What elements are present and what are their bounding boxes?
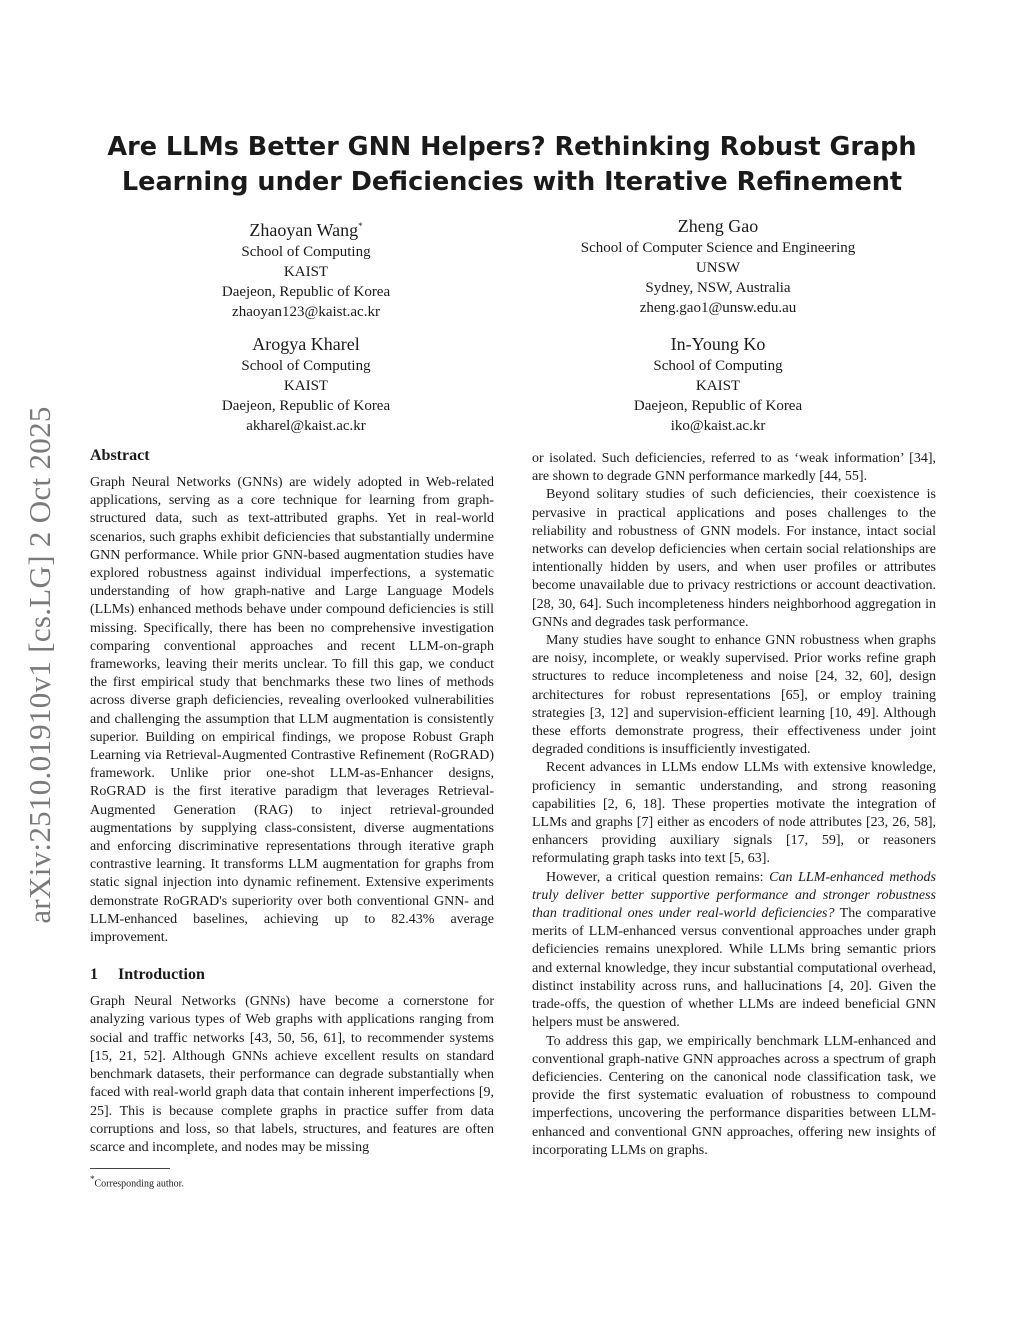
footnote-rule <box>90 1168 170 1169</box>
abstract-heading: Abstract <box>90 447 150 464</box>
section-title: Introduction <box>118 966 205 984</box>
paragraph: To address this gap, we empirically benchmark LLM-enhanced and conventional graph-native GNN approaches across a spectrum of graph deficiencies. Centering on the canonical node classification task, we provide the first systematic evaluation of robustness to compound imperfections, uncovering the performance disparities between LLM-enhanced and conventional GNN approaches, offering new insights of incorporating LLMs on graphs. <box>532 1033 936 1158</box>
section-heading <box>90 965 494 985</box>
author-email: akharel@kaist.ac.kr <box>246 418 366 434</box>
paragraph: Many studies have sought to enhance GNN robustness when graphs are noisy, incomplete, or weakly supervised. Prior works refine graph structures to reduce incompleteness and noise [24, 32, 60], design architectures for robust representations [65], or employ training strategies [3, 12] and supervision-efficient learning [10, 49]. Although these efforts demonstrate progress, their effectiveness under joint degraded conditions is insufficiently investigated. <box>532 633 936 758</box>
author-name: Zhaoyan Wang* <box>249 220 363 240</box>
author-block <box>508 332 928 436</box>
footnote-text: Corresponding author. <box>94 1178 184 1190</box>
abstract-text: Graph Neural Networks (GNNs) are widely adopted in Web-related applications, serving as a core technique for learning from graph-structured data, such as text-attributed graphs. Yet in real-world scenarios, such graphs exhibit deficiencies that substantially undermine GNN performance. While prior GNN-based augmentation studies have explored robustness against individual imperfections, a systematic understanding of how graph-native and Large Language Models (LLMs) enhanced methods behave under compound deficiencies is still missing. Specifically, there has been no comprehensive investigation comparing conventional approaches and recent LLM-on-graph frameworks, leaving their merits unclear. To fill this gap, we conduct the first empirical study that benchmarks these two lines of methods across diverse graph deficiencies, revealing overlooked vulnerabilities and challenging the assumption that LLM augmentation is consistently superior. Building on empirical findings, we propose Robust Graph Learning via Retrieval-Augmented Contrastive Refinement (RoGRAD) framework. Unlike prior one-shot LLM-as-Enhancer designs, RoGRAD is the first iterative paradigm that leverages Retrieval-Augmented Generation (RAG) to inject retrieval-grounded augmentations by supplying class-consistent, diverse augmentations and enforcing discriminative representations through iterative graph contrastive learning. It transforms LLM augmentation for graphs from static signal injection into dynamic refinement. Extensive experiments demonstrate RoGRAD's superiority over both conventional GNN- and LLM-enhanced baselines, achieving up to 82.43% average improvement. <box>90 475 494 946</box>
footnote-mark: * <box>90 1174 95 1184</box>
author-block <box>96 332 516 436</box>
left-column <box>90 446 494 1157</box>
arxiv-identifier: arXiv:2510.01910v1 [cs.LG] 2 Oct 2025 <box>22 406 57 924</box>
author-email: zhaoyan123@kaist.ac.kr <box>232 304 380 320</box>
footnote <box>90 1168 494 1190</box>
author-name: In-Young Ko <box>670 334 766 354</box>
author-name: Arogya Kharel <box>252 334 360 354</box>
paragraph: Recent advances in LLMs endow LLMs with extensive knowledge, proficiency in semantic understanding, and strong reasoning capabilities [2, 6, 18]. These properties motivate the integration of LLMs and graphs [7] either as encoders of node attributes [23, 26, 58], enhancers providing auxiliary signals [17, 59], or reasoners reformulating graph tasks into text [5, 63]. <box>532 760 936 867</box>
author-affiliation: School of Computing <box>653 358 783 374</box>
author-location: Daejeon, Republic of Korea <box>221 398 391 414</box>
paper-title: Are LLMs Better GNN Helpers? Rethinking Robust Graph Learning under Deficiencies with Iterative Refinement <box>107 132 917 197</box>
right-column <box>532 450 936 1160</box>
author-institution: KAIST <box>695 378 741 394</box>
author-institution: KAIST <box>283 264 329 280</box>
section-number: 1 <box>90 966 98 984</box>
introduction-body <box>90 993 494 1157</box>
author-email: iko@kaist.ac.kr <box>670 418 766 434</box>
author-affiliation: School of Computing <box>241 244 371 260</box>
author-location: Daejeon, Republic of Korea <box>221 284 391 300</box>
paragraph: Beyond solitary studies of such deficiencies, their coexistence is pervasive in practical applications and poses challenges to the reliability and robustness of GNN models. For instance, intact social networks can develop deficiencies when certain social relationships are intentionally hidden by users, and when user profiles or attributes become unavailable due to privacy restrictions or account deactivation.[28, 30, 64]. Such incompleteness hinders neighborhood aggregation in GNNs and degrades task performance. <box>532 487 936 630</box>
author-affiliation: School of Computer Science and Engineering <box>580 240 856 256</box>
author-institution: KAIST <box>283 378 329 394</box>
author-email: zheng.gao1@unsw.edu.au <box>639 300 797 316</box>
author-institution: UNSW <box>695 260 741 276</box>
paragraph: However, a critical question remains: Can LLM-enhanced methods truly deliver better supportive performance and stronger robustness than traditional ones under real-world deficiencies? The comparative merits of LLM-enhanced versus conventional approaches under graph deficiencies remains unexplored. While LLMs bring semantic priors and external knowledge, they incur substantial computational overhead, distinct instability across runs, and hallucinations [4, 20]. Given the trade-offs, the question of whether LLMs are indeed beneficial GNN helpers must be answered. <box>532 869 936 1031</box>
paragraph: Graph Neural Networks (GNNs) have become a cornerstone for analyzing various types of Web graphs with applications ranging from social and traffic networks [43, 50, 56, 61], to recommender systems [15, 21, 52]. Although GNNs achieve excellent results on standard benchmark datasets, their performance can degrade substantially when faced with real-world graph data that contain inherent imperfections [9, 25]. This is because complete graphs in practice suffer from data corruptions and loss, so that labels, structures, and features are often scarce and incomplete, and nodes may be missing <box>90 994 494 1155</box>
author-block <box>96 214 516 322</box>
research-question: Can LLM-enhanced methods truly deliver better supportive performance and stronger robustness than traditional ones under real-world deficiencies? <box>532 869 936 922</box>
paragraph: or isolated. Such deficiencies, referred to as ‘weak information’ [34], are shown to degrade GNN performance markedly [44, 55]. <box>532 451 936 485</box>
author-location: Daejeon, Republic of Korea <box>633 398 803 414</box>
author-name: Zheng Gao <box>677 216 759 236</box>
author-block <box>508 214 928 318</box>
arxiv-sidebar <box>10 380 70 950</box>
author-location: Sydney, NSW, Australia <box>645 280 791 296</box>
author-footnote-mark: * <box>358 221 363 231</box>
author-affiliation: School of Computing <box>241 358 371 374</box>
